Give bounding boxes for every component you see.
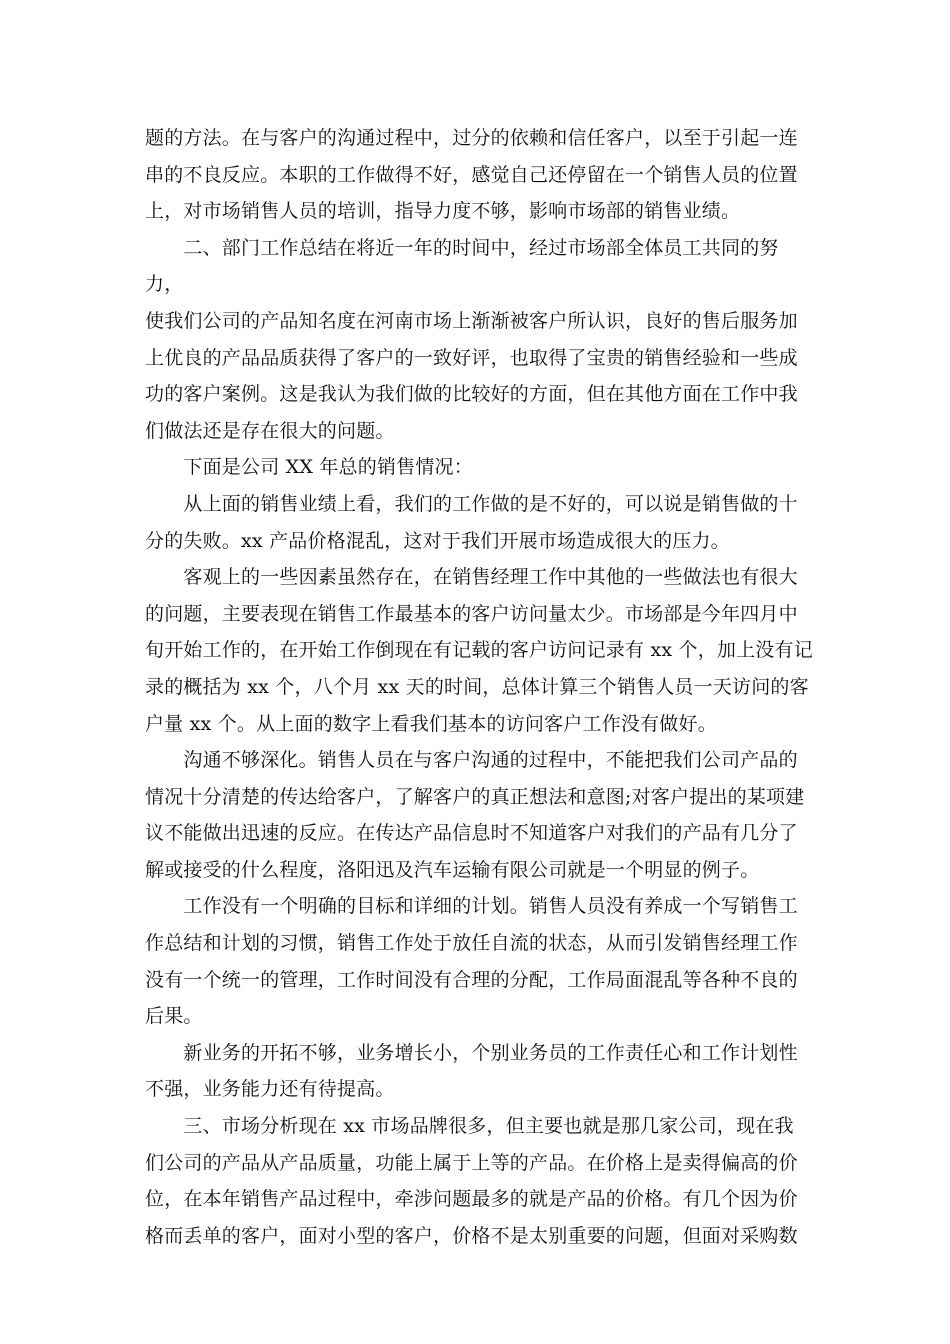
paragraph: 客观上的一些因素虽然存在，在销售经理工作中其他的一些做法也有很大 的问题，主要表现在销售工作最基本的客户访问量太少。市场部是今年四月中 旬开始工作的，在开始工作倒现在有记载的客户访问记录有 xx 个，加上没有记 录的概括为 xx 个，八个月 xx 天的时间，总体计算三个销售人员一天访问的客 户量 xx 个。从上面的数字上看我们基本的访问客户工作没有做好。: [145, 566, 813, 735]
paragraph: 题的方法。在与客户的沟通过程中，过分的依赖和信任客户，以至于引起一连 串的不良反应。本职的工作做得不好，感觉自己还停留在一个销售人员的位置 上，对市场销售人员的培训，指导力度不够，影响市场部的销售业绩。: [145, 127, 798, 223]
paragraph: 沟通不够深化。销售人员在与客户沟通的过程中，不能把我们公司产品的 情况十分清楚的传达给客户，了解客户的真正想法和意图;对客户提出的某项建 议不能做出迅速的反应。在传达产品信息时不知道客户对我们的产品有几分了 解或接受的什么程度，洛阳迅及汽车运输有限公司就是一个明显的例子。: [145, 749, 805, 881]
document-body: [145, 120, 815, 1254]
paragraph: 工作没有一个明确的目标和详细的计划。销售人员没有养成一个写销售工 作总结和计划的习惯，销售工作处于放任自流的状态，从而引发销售经理工作 没有一个统一的管理，工作时间没有合理的分配，工作局面混乱等各种不良的 后果。: [145, 895, 798, 1028]
paragraph: 下面是公司 XX 年总的销售情况：: [145, 456, 473, 479]
paragraph: 从上面的销售业绩上看，我们的工作做的是不好的，可以说是销售做的十 分的失败。xx 产品价格混乱，这对于我们开展市场造成很大的压力。: [145, 492, 798, 552]
paragraph: 二、部门工作总结在将近一年的时间中，经过市场部全体员工共同的努力， 使我们公司的产品知名度在河南市场上渐渐被客户所认识，良好的售后服务加 上优良的产品品质获得了客户的一致好评，也取得了宝贵的销售经验和一些成 功的客户案例。这是我认为我们做的比较好的方面，但在其他方面在工作中我 们做法还是存在很大的问题。: [145, 236, 798, 442]
paragraph: 新业务的开拓不够，业务增长小，个别业务员的工作责任心和工作计划性 不强，业务能力还有待提高。: [145, 1041, 798, 1101]
paragraph: 三、市场分析现在 xx 市场品牌很多，但主要也就是那几家公司，现在我 们公司的产品从产品质量，功能上属于上等的产品。在价格上是卖得偏高的价 位，在本年销售产品过程中，牵涉问题最多的就是产品的价格。有几个因为价 格而丢单的客户，面对小型的客户，价格不是太别重要的问题，但面对采购数: [145, 1115, 798, 1247]
